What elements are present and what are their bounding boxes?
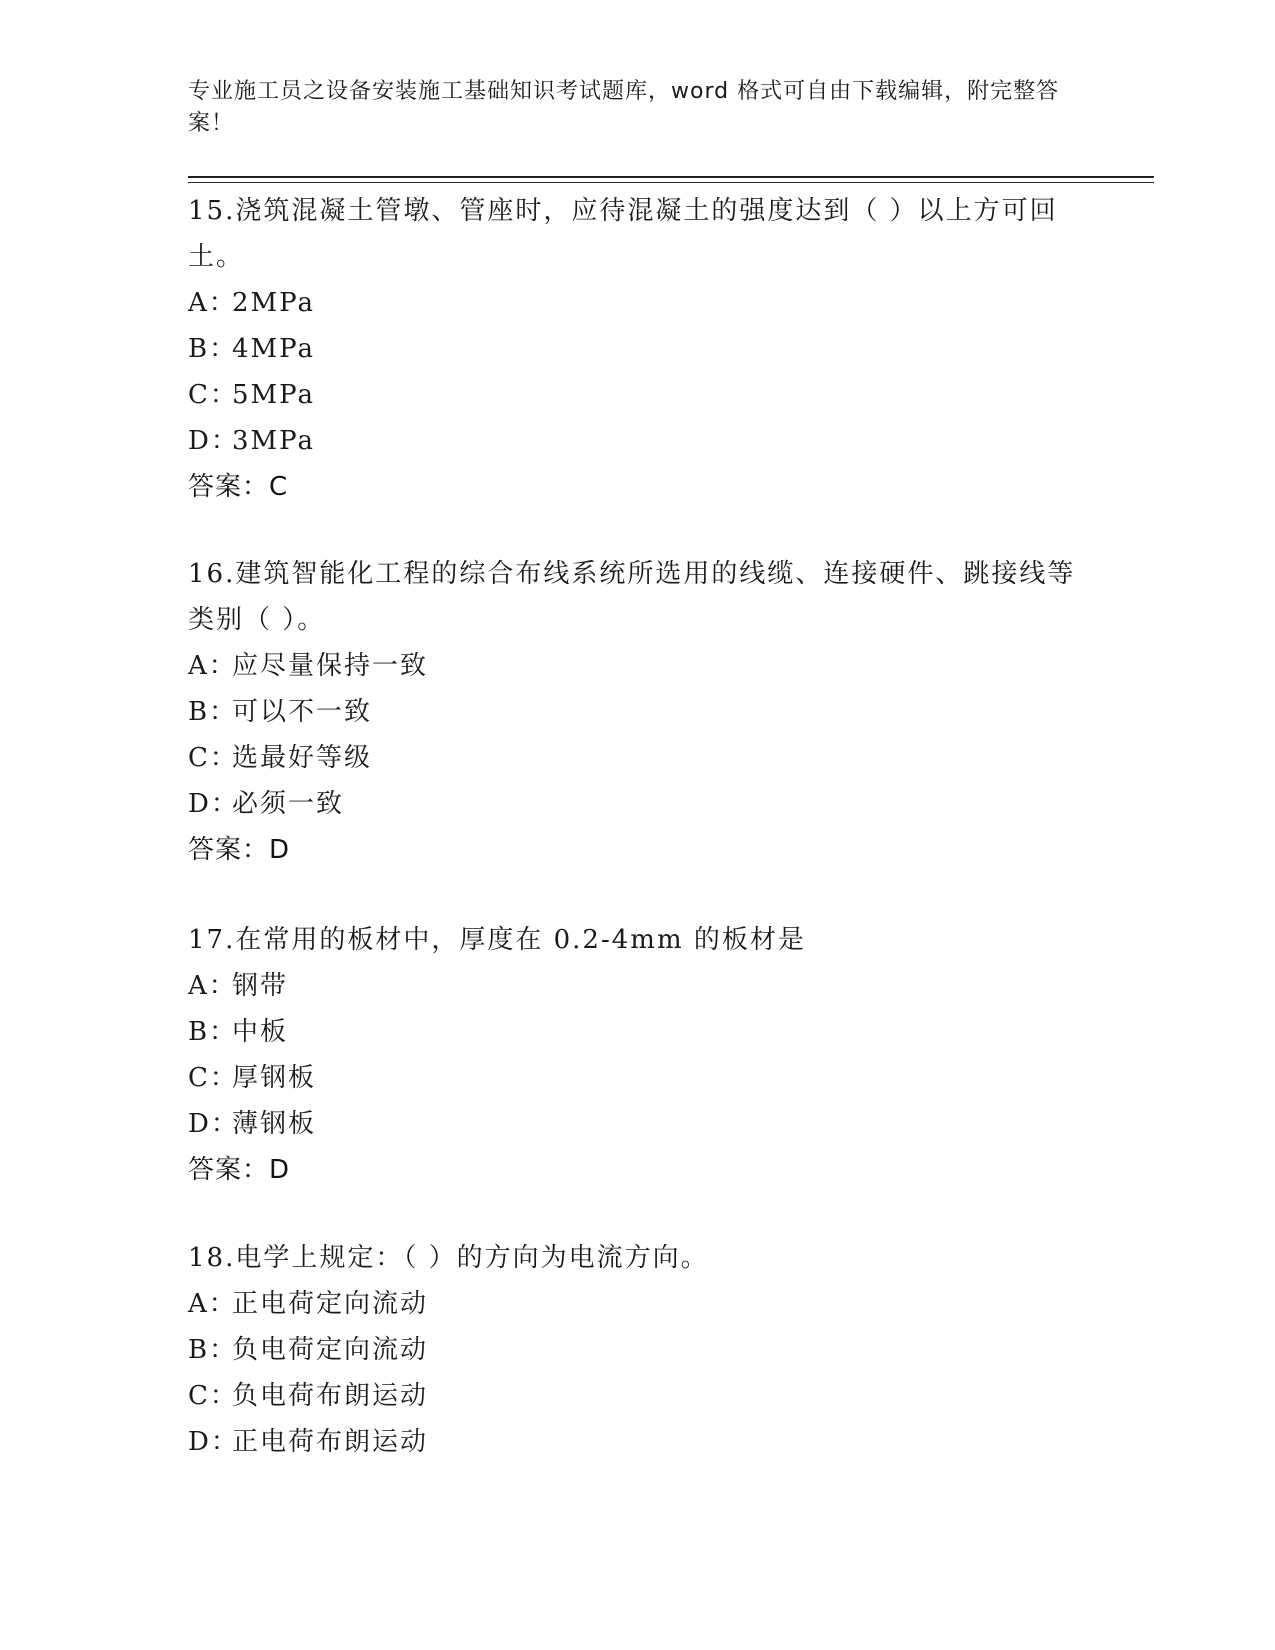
option-text: 2MPa	[232, 288, 315, 318]
option-a	[188, 1281, 1088, 1327]
option-c	[188, 1373, 1088, 1419]
option-a	[188, 643, 1088, 689]
question-stem: 15.浇筑混凝土管墩、管座时，应待混凝土的强度达到（ ）以上方可回土。	[188, 196, 1058, 272]
option-text: 钢带	[232, 971, 289, 1001]
option-text: 厚钢板	[232, 1063, 317, 1093]
option-key: B：	[188, 1017, 238, 1047]
document-intro-text: 专业施工员之设备安装施工基础知识考试题库，word 格式可自由下载编辑，附完整答案！	[188, 79, 1060, 136]
option-text: 中板	[232, 1017, 289, 1047]
option-b	[188, 689, 1088, 735]
option-text: 负电荷定向流动	[232, 1335, 429, 1365]
option-key: C：	[188, 1381, 238, 1411]
option-key: A：	[188, 971, 237, 1001]
option-text: 4MPa	[232, 334, 315, 364]
answer-line: 答案：C	[188, 472, 289, 502]
option-c	[188, 1055, 1088, 1101]
option-key: D：	[188, 1427, 239, 1457]
option-b	[188, 1009, 1088, 1055]
option-text: 可以不一致	[232, 697, 373, 727]
option-b	[188, 1327, 1088, 1373]
question-16	[188, 551, 1088, 873]
option-key: D：	[188, 789, 239, 819]
option-key: B：	[188, 697, 238, 727]
option-b	[188, 326, 1088, 372]
option-text: 正电荷布朗运动	[232, 1427, 429, 1457]
option-d	[188, 1419, 1088, 1465]
option-a	[188, 963, 1088, 1009]
option-text: 正电荷定向流动	[232, 1289, 429, 1319]
option-text: 5MPa	[232, 380, 315, 410]
option-d	[188, 418, 1088, 464]
option-key: D：	[188, 426, 239, 456]
option-d	[188, 1101, 1088, 1147]
question-stem: 17.在常用的板材中，厚度在 0.2-4mm 的板材是	[188, 925, 806, 955]
option-text: 必须一致	[232, 789, 345, 819]
option-key: A：	[188, 651, 237, 681]
question-stem: 16.建筑智能化工程的综合布线系统所选用的线缆、连接硬件、跳接线等类别（ ）。	[188, 559, 1076, 635]
option-c	[188, 735, 1088, 781]
header-divider-thick	[188, 176, 1154, 178]
option-key: C：	[188, 743, 238, 773]
option-text: 3MPa	[232, 426, 315, 456]
option-text: 薄钢板	[232, 1109, 317, 1139]
option-key: B：	[188, 1335, 238, 1365]
option-key: C：	[188, 380, 238, 410]
option-text: 选最好等级	[232, 743, 373, 773]
answer-line: 答案：D	[188, 835, 291, 865]
question-15	[188, 188, 1088, 510]
question-stem: 18.电学上规定：（ ）的方向为电流方向。	[188, 1243, 709, 1273]
header-divider-thin	[188, 182, 1154, 183]
question-18	[188, 1235, 1088, 1465]
option-text: 应尽量保持一致	[232, 651, 429, 681]
option-d	[188, 781, 1088, 827]
question-17	[188, 917, 1088, 1193]
option-key: D：	[188, 1109, 239, 1139]
option-key: A：	[188, 288, 237, 318]
option-text: 负电荷布朗运动	[232, 1381, 429, 1411]
option-key: B：	[188, 334, 238, 364]
option-key: A：	[188, 1289, 237, 1319]
option-a	[188, 280, 1088, 326]
option-key: C：	[188, 1063, 238, 1093]
option-c	[188, 372, 1088, 418]
answer-line: 答案：D	[188, 1155, 291, 1185]
